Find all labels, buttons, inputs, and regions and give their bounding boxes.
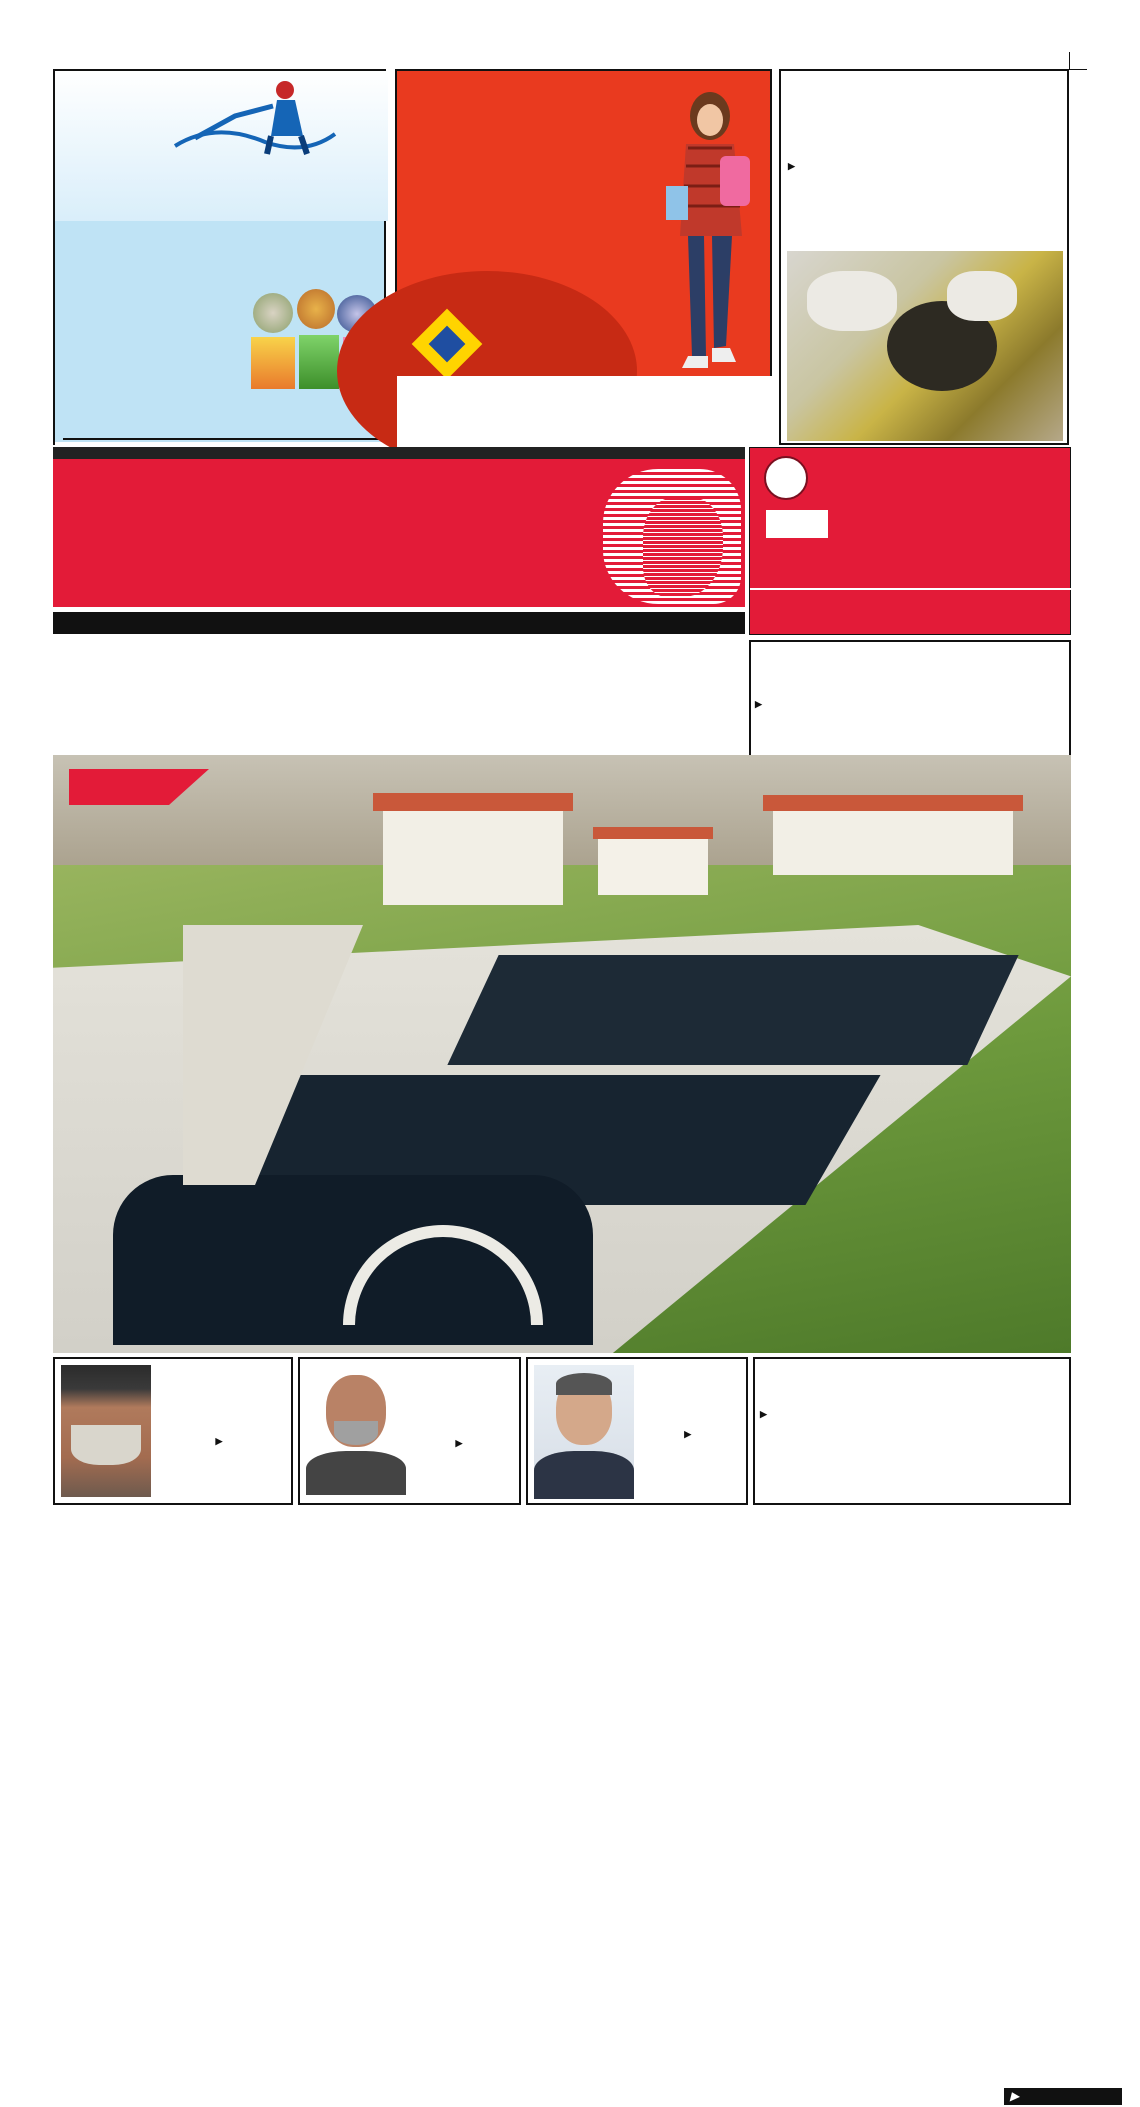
story-photo-mussels	[787, 251, 1063, 441]
page-ref[interactable]: ▶	[788, 161, 795, 171]
building	[773, 805, 1013, 875]
student-figure	[652, 86, 762, 376]
page-ref[interactable]: ▶	[455, 1438, 463, 1448]
page-ref[interactable]: ▶	[760, 1409, 767, 1419]
page-ref-arrow-icon: ▶	[1010, 2089, 1020, 2103]
masthead-topbar	[53, 447, 745, 459]
hulya-divider	[750, 588, 1072, 590]
cleaner-figure-icon	[175, 76, 335, 156]
masthead	[53, 447, 745, 607]
main-photo-treatment-plant	[53, 755, 1071, 2103]
building-roof	[763, 795, 1023, 811]
story-body	[788, 158, 1064, 174]
building-roof	[373, 793, 573, 811]
ad-tagline	[437, 205, 462, 208]
author-photo	[306, 1365, 406, 1495]
story-midye[interactable]	[779, 69, 1069, 445]
hulya-perde-ad[interactable]	[749, 447, 1071, 635]
ad-slogan	[422, 129, 462, 133]
hulya-badge	[764, 456, 808, 500]
column-hasbihal[interactable]	[298, 1357, 521, 1505]
column-ozgurce[interactable]	[53, 1357, 293, 1505]
story-radyasyon[interactable]	[753, 1357, 1071, 1505]
ad-enrollment-text	[452, 245, 482, 248]
page-ref[interactable]: ▶	[215, 1436, 223, 1446]
firat-ad[interactable]	[395, 69, 772, 445]
tac-logo	[766, 510, 828, 538]
building-roof	[593, 827, 713, 839]
column-headline	[153, 1431, 293, 1450]
page-ref-bar[interactable]	[1004, 2088, 1122, 2105]
photo-caption	[904, 1947, 1123, 2107]
page-ref[interactable]: ▶	[684, 1429, 692, 1439]
portrait-shadow	[643, 497, 723, 597]
page-ref[interactable]: ▶	[755, 699, 762, 709]
gunun-haberi-badge	[69, 769, 229, 879]
main-headline[interactable]	[53, 640, 745, 755]
building	[383, 805, 563, 905]
ad-footer	[397, 376, 774, 447]
building	[598, 835, 708, 895]
water-basin	[447, 955, 1018, 1065]
story-body	[755, 697, 1067, 712]
crop-mark	[1069, 69, 1087, 70]
divider	[63, 438, 380, 440]
colakoglu-ad[interactable]	[53, 69, 386, 445]
column-headline	[406, 1433, 520, 1453]
author-photo	[61, 1365, 151, 1497]
story-body	[760, 1407, 1066, 1421]
column-bay-protokol[interactable]	[526, 1357, 748, 1505]
author-photo	[534, 1365, 634, 1499]
column-headline	[638, 1425, 746, 1442]
crop-mark	[1069, 52, 1070, 70]
dateline-bar	[53, 612, 745, 634]
